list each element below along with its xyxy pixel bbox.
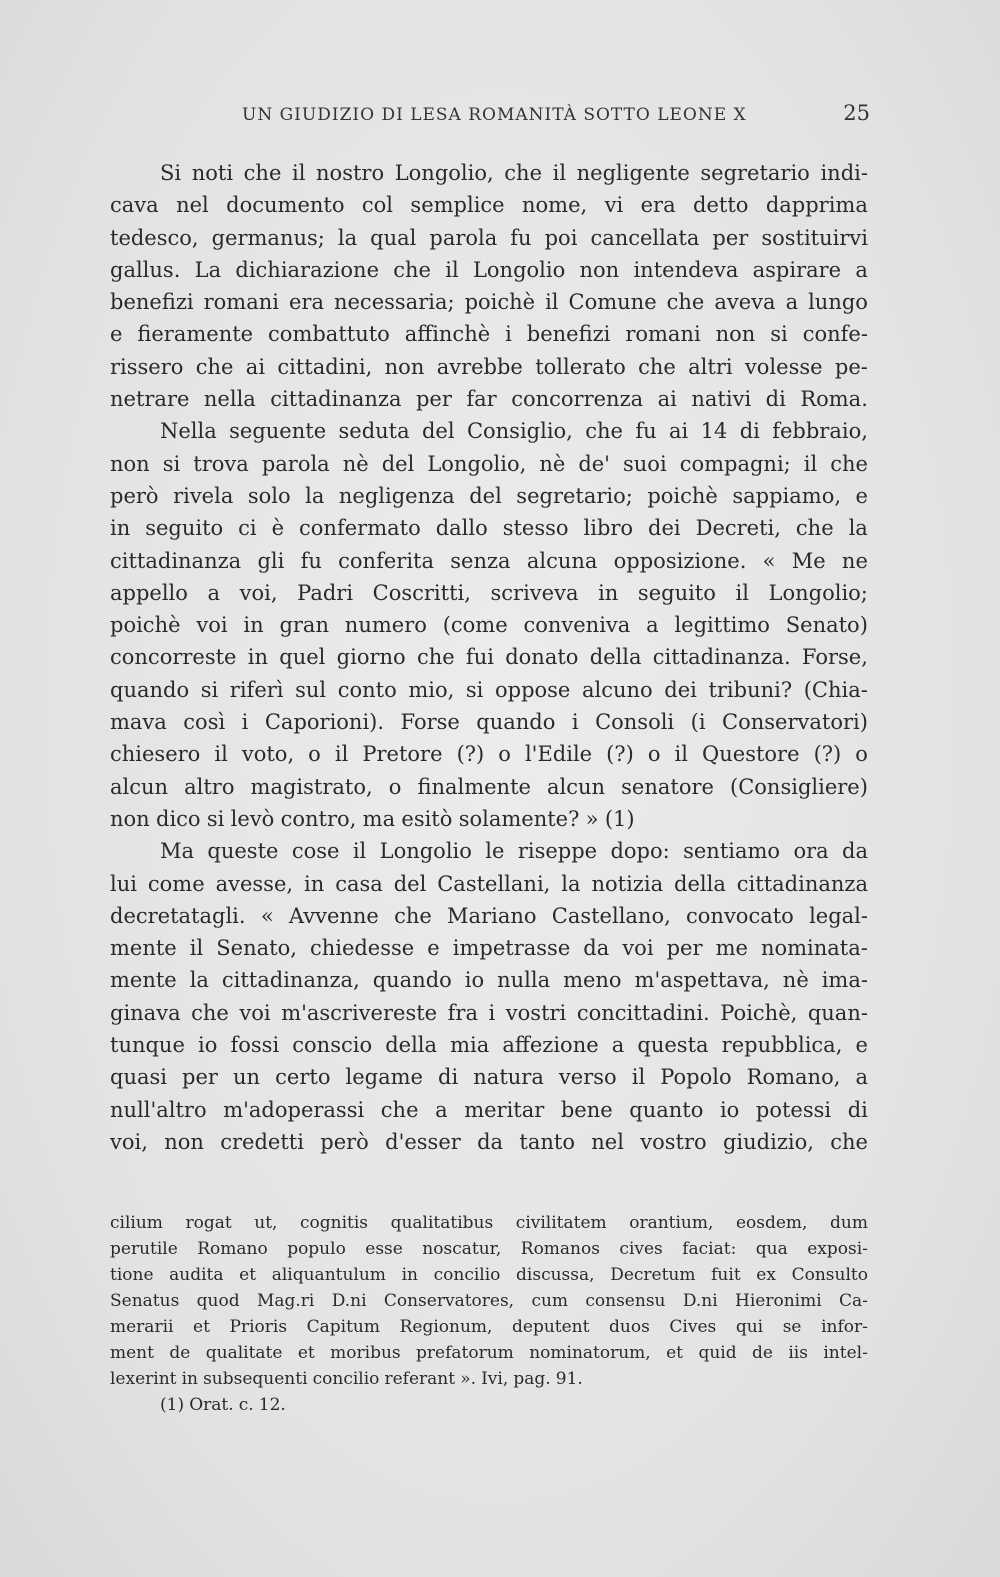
text-line: Si noti che il nostro Longolio, che il negligente segretario indi- xyxy=(160,161,868,185)
text-line: tedesco, germanus; la qual parola fu poi cancellata per sostituirvi xyxy=(110,225,868,250)
text-line: appello a voi, Padri Coscritti, scriveva in seguito il Longolio; xyxy=(110,580,868,605)
text-line: mente la cittadinanza, quando io nulla meno m'aspettava, nè ima- xyxy=(110,968,868,993)
footnote-line: merarii et Prioris Capitum Regionum, deputent duos Cives qui se infor- xyxy=(110,1317,868,1337)
text-line: poichè voi in gran numero (come conveniva a legittimo Senato) xyxy=(110,613,868,638)
body-text xyxy=(110,157,868,1158)
text-line: voi, non credetti però d'esser da tanto nel vostro giudizio, che xyxy=(110,1129,868,1154)
text-line: alcun altro magistrato, o finalmente alcun senatore (Consigliere) xyxy=(110,774,868,799)
text-line: mente il Senato, chiedesse e impetrasse da voi per me nominata- xyxy=(110,936,868,961)
text-line: non si trova parola nè del Longolio, nè de' suoi compagni; il che xyxy=(110,451,868,476)
text-line: null'altro m'adoperassi che a meritar bene quanto io potessi di xyxy=(110,1097,868,1122)
text-line: quasi per un certo legame di natura verso il Popolo Romano, a xyxy=(110,1065,868,1090)
text-line: rissero che ai cittadini, non avrebbe tollerato che altri volesse pe- xyxy=(110,354,868,379)
text-line: Nella seguente seduta del Consiglio, che fu ai 14 di febbraio, xyxy=(160,419,868,444)
text-line: quando si riferì sul conto mio, si oppose alcuno dei tribuni? (Chia- xyxy=(110,677,868,702)
footnotes xyxy=(110,1210,868,1418)
text-line: Ma queste cose il Longolio le riseppe dopo: sentiamo ora da xyxy=(160,839,868,864)
text-line: ginava che voi m'ascrivereste fra i vostri concittadini. Poichè, quan- xyxy=(110,1000,868,1025)
text-line: decretatagli. « Avvenne che Mariano Castellano, convocato legal- xyxy=(110,903,868,928)
page-number: 25 xyxy=(843,101,870,125)
page-header xyxy=(110,101,870,135)
footnote-line: lexerint in subsequenti concilio referant ». Ivi, pag. 91. xyxy=(110,1369,583,1389)
footnote-line: ment de qualitate et moribus prefatorum nominatorum, et quid de iis intel- xyxy=(110,1343,868,1363)
text-line: tunque io fossi conscio della mia affezione a questa repubblica, e xyxy=(110,1033,868,1058)
text-line: in seguito ci è confermato dallo stesso libro dei Decreti, che la xyxy=(110,516,868,541)
text-line: cava nel documento col semplice nome, vi era detto dapprima xyxy=(110,193,868,218)
text-line: e fieramente combattuto affinchè i benefizi romani non si confe- xyxy=(110,322,868,347)
footnote-line: cilium rogat ut, cognitis qualitatibus civilitatem orantium, eosdem, dum xyxy=(110,1213,868,1233)
footnote-line: (1) Orat. c. 12. xyxy=(160,1395,286,1415)
text-line: cittadinanza gli fu conferita senza alcuna opposizione. « Me ne xyxy=(110,548,868,573)
text-line: non dico si levò contro, ma esitò solamente? » (1) xyxy=(110,806,635,831)
running-head: UN GIUDIZIO DI LESA ROMANITÀ SOTTO LEONE X xyxy=(242,105,747,125)
footnote-line: Senatus quod Mag.ri D.ni Conservatores, cum consensu D.ni Hieronimi Ca- xyxy=(110,1291,868,1311)
footnote-line: perutile Romano populo esse noscatur, Romanos cives faciat: qua exposi- xyxy=(110,1239,868,1259)
footnote-line: tione audita et aliquantulum in concilio discussa, Decretum fuit ex Consulto xyxy=(110,1265,868,1285)
text-line: netrare nella cittadinanza per far concorrenza ai nativi di Roma. xyxy=(110,387,868,412)
text-line: chiesero il voto, o il Pretore (?) o l'Edile (?) o il Questore (?) o xyxy=(110,742,868,767)
text-line: concorreste in quel giorno che fui donato della cittadinanza. Forse, xyxy=(110,645,868,670)
text-line: però rivela solo la negligenza del segretario; poichè sappiamo, e xyxy=(110,483,868,508)
text-line: benefizi romani era necessaria; poichè il Comune che aveva a lungo xyxy=(110,290,868,315)
text-line: mava così i Caporioni). Forse quando i Consoli (i Conservatori) xyxy=(110,710,868,735)
text-line: lui come avesse, in casa del Castellani, la notizia della cittadinanza xyxy=(110,871,868,896)
text-line: gallus. La dichiarazione che il Longolio non intendeva aspirare a xyxy=(110,257,868,282)
